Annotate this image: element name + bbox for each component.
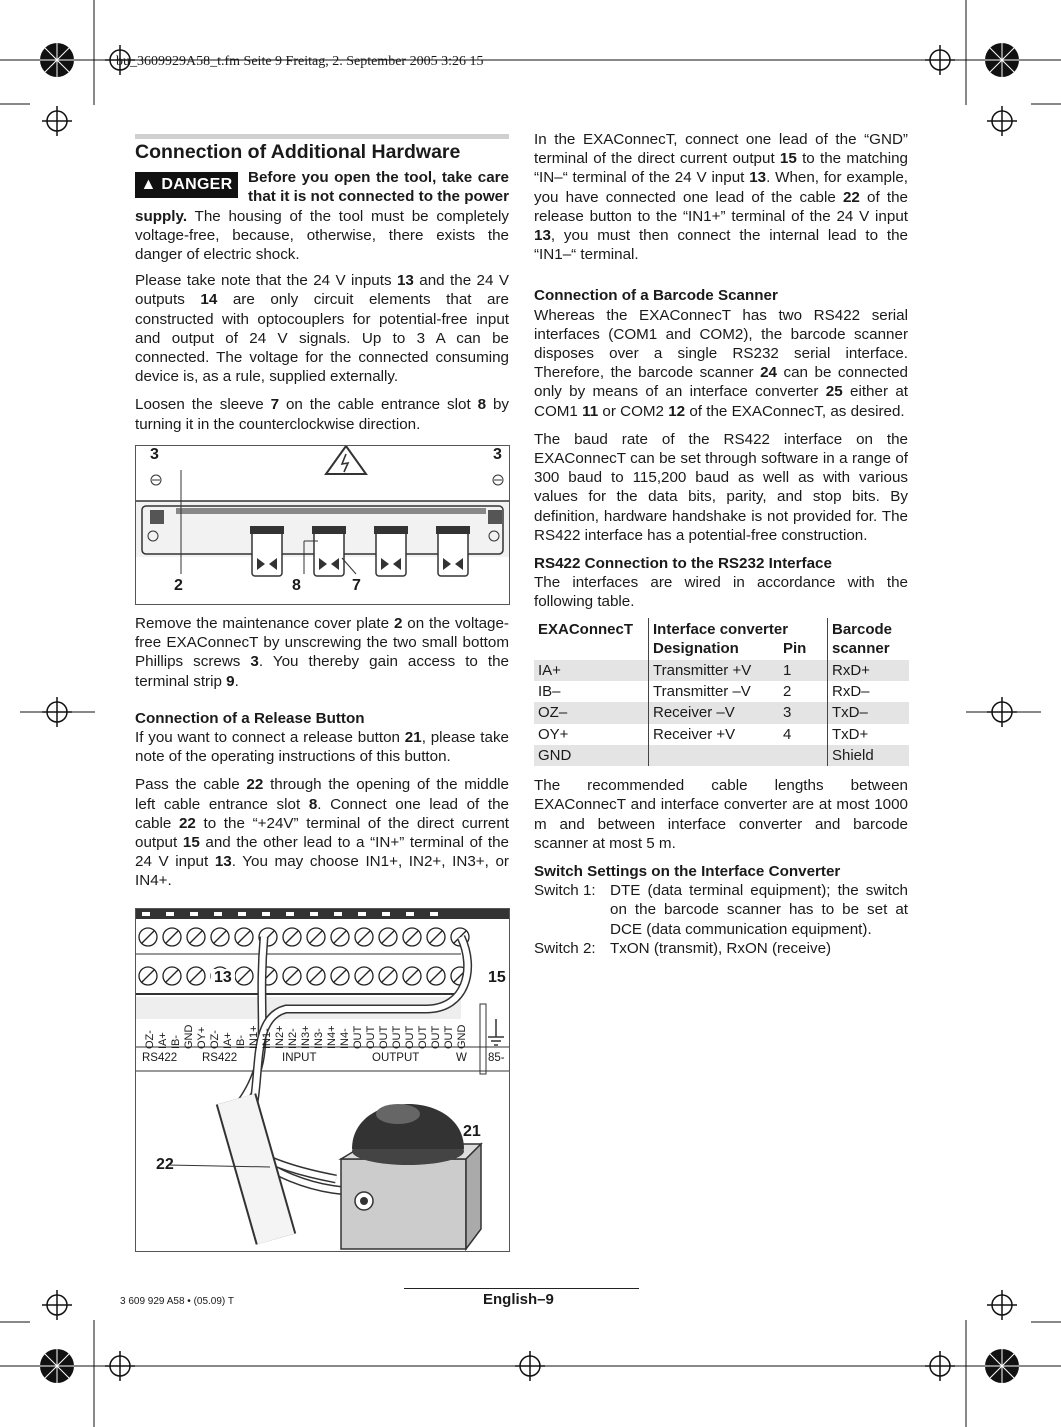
th-converter: Interface converter xyxy=(649,618,828,639)
table-row xyxy=(534,660,909,681)
table-row xyxy=(534,745,909,766)
table-row xyxy=(534,702,909,723)
length-paragraph: The recommended cable lengths between EXAConnecT and interface converter are at most 1000 m and between interface converter and barcode scanner at most 5 m. xyxy=(534,777,908,852)
page-number: English–9 xyxy=(483,1291,554,1308)
gnd-paragraph: In the EXAConnecT, connect one lead of the “GND” terminal of the direct current output 15 to the matching “IN–“ terminal of the 24 V input 13. When, for example, you have connected one lead of the cable 22 of the release button to the “IN1+” terminal of the 24 V input 13, you must then connect the internal lead to the “IN1–“ terminal. xyxy=(534,131,909,264)
table-cell: Transmitter –V xyxy=(649,681,780,702)
table-cell: Receiver +V xyxy=(649,724,780,745)
pin-label: OZ- xyxy=(144,1030,156,1049)
label-2: 2 xyxy=(174,577,183,594)
table-cell: 1 xyxy=(779,660,828,681)
left-column-mid xyxy=(135,614,509,900)
table-cell: OZ– xyxy=(534,702,649,723)
table-cell: Receiver –V xyxy=(649,702,780,723)
file-header: bu_3609929A58_t.fm Seite 9 Freitag, 2. September 2005 3:26 15 xyxy=(116,54,484,69)
cable-paragraph: Pass the cable 22 through the opening of the middle left cable entrance slot 8. Connect one lead of the cable 22 to the “+24V” terminal of the direct current output 15 and the other lead to a “IN+” terminal of the 24 V input 13. You may choose IN1+, IN2+, IN3+, or IN4+. xyxy=(135,776,510,890)
danger-badge: ▲ DANGER xyxy=(135,172,238,198)
terminal-group-label: INPUT xyxy=(282,1052,317,1064)
table-cell: 3 xyxy=(779,702,828,723)
sleeve-paragraph: Loosen the sleeve 7 on the cable entrance slot 8 by turning it in the counterclockwise direction. xyxy=(135,396,510,433)
table-cell: TxD+ xyxy=(828,724,910,745)
table-cell: RxD– xyxy=(828,681,910,702)
table-cell: Shield xyxy=(828,745,910,766)
rs-paragraph: The interfaces are wired in accordance with the following table. xyxy=(534,574,908,611)
release-heading: Connection of a Release Button xyxy=(135,709,365,727)
terminal-group-label: RS422 xyxy=(202,1052,238,1064)
pin-label: OUT xyxy=(417,1025,429,1049)
pin-label: OZ- xyxy=(209,1030,221,1049)
inputs-paragraph: Please take note that the 24 V inputs 13 and the 24 V outputs 14 are only circuit elements that are constructed with optocouplers for potential-free input and output of 24 V signals. Up to 3 A can be connected. The voltage for the connected consuming device is, as a rule, supplied externally. xyxy=(135,272,509,386)
cover-paragraph: Remove the maintenance cover plate 2 on the voltage-free EXAConnecT by unscrewing the two small bottom Phillips screws 3. You thereby gain access to the terminal strip 9. xyxy=(135,615,509,690)
section-title: Connection of Additional Hardware xyxy=(135,134,509,162)
pin-label: IN1- xyxy=(261,1028,273,1049)
table-cell xyxy=(779,745,828,766)
label-21: 21 xyxy=(463,1123,481,1140)
pin-label: OUT xyxy=(352,1025,364,1049)
table-cell: IB– xyxy=(538,683,561,701)
table-cell xyxy=(649,745,780,766)
pin-label: OUT xyxy=(378,1025,390,1049)
label-7: 7 xyxy=(352,577,361,594)
release-paragraph: If you want to connect a release button 21, please take note of the operating instructions of this button. xyxy=(135,729,509,766)
footer-code: 3 609 929 A58 • (05.09) T xyxy=(120,1296,234,1307)
pin-label: IB- xyxy=(170,1034,182,1049)
rs-heading: RS422 Connection to the RS232 Interface xyxy=(534,555,832,573)
baud-paragraph: The baud rate of the RS422 interface on the EXAConnecT can be set through software in a range of 300 baud to 115,200 baud as well as with various values for the data bits, parity, and stop bits. By definition, hardware handshake is not provided for. The RS422 interface has a potential-free construction. xyxy=(534,430,908,544)
table-cell: 4 xyxy=(783,725,792,743)
table-cell: TxD– xyxy=(828,702,910,723)
pin-label: IN1+ xyxy=(248,1025,260,1049)
figure-cover-plate xyxy=(135,445,510,605)
table-cell: Transmitter +V xyxy=(649,660,780,681)
th-exaconnect: EXAConnecT xyxy=(538,620,634,638)
label-3-left: 3 xyxy=(150,446,159,463)
pin-label: GND xyxy=(183,1024,195,1049)
th-designation: Designation xyxy=(649,639,780,660)
terminal-group-label: RS422 xyxy=(142,1052,178,1064)
table-cell: 2 xyxy=(783,683,792,701)
terminal-group-label: 85- xyxy=(488,1052,505,1064)
table-row xyxy=(534,681,909,702)
right-column xyxy=(534,130,908,958)
danger-paragraph: ▲ DANGER Before you open the tool, take care that it is not connected to the power supply. The housing of the tool must be completely voltage-free, because, otherwise, there exists the danger of electric shock. xyxy=(135,169,509,264)
pin-label: OUT xyxy=(443,1025,455,1049)
pin-label: IN3- xyxy=(313,1028,325,1049)
pin-label: OUT xyxy=(404,1025,416,1049)
pin-label: OUT xyxy=(391,1025,403,1049)
pin-labels xyxy=(136,1017,509,1051)
pin-label: OUT xyxy=(365,1025,377,1049)
pin-label: OUT xyxy=(430,1025,442,1049)
table-cell: GND xyxy=(534,745,649,766)
barcode-paragraph: Whereas the EXAConnecT has two RS422 serial interfaces (COM1 and COM2), the barcode scanner disposes over a single RS232 serial interface. Therefore, the barcode scanner 24 can be connected only by means of an interface converter 25 either at COM1 11 or COM2 12 of the EXAConnecT, as desired. xyxy=(534,306,908,420)
label-3-right: 3 xyxy=(493,446,502,463)
label-22: 22 xyxy=(156,1156,174,1173)
pin-label: IN4- xyxy=(339,1028,351,1049)
th-pin: Pin xyxy=(783,639,807,657)
pin-label: IN2- xyxy=(287,1028,299,1049)
switch-heading: Switch Settings on the Interface Converter xyxy=(534,862,841,880)
table-row xyxy=(534,724,909,745)
switch-2: Switch 2: TxON (transmit), RxON (receive) xyxy=(534,939,832,957)
label-8: 8 xyxy=(292,577,301,594)
pin-label: IN3+ xyxy=(300,1025,312,1049)
terminal-strip-drawing xyxy=(136,909,509,1251)
group-labels xyxy=(136,1051,509,1069)
th-barcode: Barcode scanner xyxy=(828,618,910,660)
table-cell: RxD+ xyxy=(828,660,910,681)
switch-1: Switch 1: DTE (data terminal equipment); the switch on the barcode scanner has to be set at DCE (data communication equipment). xyxy=(534,882,908,938)
pin-label: IA+ xyxy=(157,1032,169,1049)
pin-label: GND xyxy=(456,1024,468,1049)
figure-release-button xyxy=(135,908,510,1252)
barcode-heading: Connection of a Barcode Scanner xyxy=(534,287,778,305)
pin-label: IA+ xyxy=(222,1032,234,1049)
cover-plate-drawing xyxy=(136,446,509,604)
footer-rule xyxy=(404,1288,639,1289)
label-13: 13 xyxy=(211,969,235,987)
wiring-table xyxy=(534,618,909,766)
table-cell: OY+ xyxy=(538,725,569,743)
table-cell: IA+ xyxy=(534,660,649,681)
pin-label: IN2+ xyxy=(274,1025,286,1049)
terminal-group-label: OUTPUT xyxy=(372,1052,420,1064)
terminal-group-label: W xyxy=(456,1052,467,1064)
pin-label: IN4+ xyxy=(326,1025,338,1049)
label-15: 15 xyxy=(488,969,506,986)
warning-triangle-icon: ▲ xyxy=(140,176,157,194)
pin-label: OY+ xyxy=(196,1026,208,1049)
left-column xyxy=(135,134,509,443)
pin-label: IB- xyxy=(235,1034,247,1049)
